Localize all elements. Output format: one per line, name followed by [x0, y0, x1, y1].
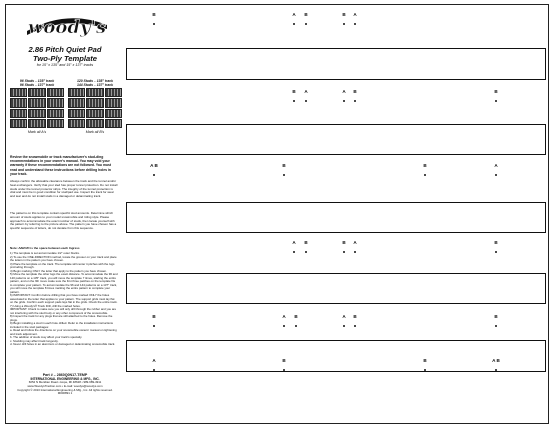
- instruction-step: 4) Begin marking ONLY the letter that apply to the pattern you have chosen.: [10, 268, 107, 273]
- stud-hole-mark: [305, 23, 307, 25]
- pattern-letter: B: [292, 89, 296, 94]
- stud-hole-mark: [153, 23, 155, 25]
- stud-hole-mark: [354, 23, 356, 25]
- steps-heading: Note: A/B/C/D is the space between each Ingress: [10, 246, 80, 250]
- pattern-letter: A: [353, 240, 357, 245]
- instruction-step: c. Studding may affect track longevity.: [10, 338, 59, 343]
- title-line-2: Two-Ply Template: [33, 54, 97, 63]
- track-rail: [126, 340, 546, 372]
- svg-text:woody's: woody's: [27, 17, 107, 38]
- instruction-step: 5) Move the template the other lugs the exact distance. To accommodate the 96 and 120 patterns on a 135" track, you will move the template 7 times, starting the entire pattern, and on the 9th move make sure the first three patches on the template fits to complete your pattern. To accommodate the 96 and 144 patterns on a 137" track, you will move the template 8 times marking the entire pattern to complete your pattern.: [10, 272, 118, 294]
- pattern-letter: B: [282, 358, 286, 363]
- stud-hole-mark: [424, 174, 426, 176]
- company-name: INTERNATIONAL ENGINEERING & MFG., INC.: [30, 377, 100, 382]
- stud-hole-mark: [305, 251, 307, 253]
- pattern-letter: B: [494, 240, 498, 245]
- pattern-letter: B: [152, 12, 156, 17]
- pattern-letter: A: [342, 314, 346, 319]
- track-rail: [126, 48, 546, 80]
- pattern-paragraph: The patterns on this template contain specific stud amounts. Determine which amount of studs applies to your model snowmobile and riding style. Please approach to accommodate the exact number of studs, then locate yourself with the pattern by referring to the picture above. The pattern you have chosen has a specific sequence of letters, do not deviate from this sequence.: [10, 211, 117, 231]
- pattern-letter: B: [342, 12, 346, 17]
- track-rail: [126, 273, 546, 304]
- stud-hole-mark: [495, 100, 497, 102]
- pattern-letter: B: [304, 240, 308, 245]
- pattern-letter: B: [353, 314, 357, 319]
- pattern-letter: B: [494, 314, 498, 319]
- stud-hole-mark: [354, 100, 356, 102]
- stud-hole-mark: [293, 23, 295, 25]
- warning-text: Review the snowmobile or track manufacturer's stud-ding recommendations in your owner's manual. You may void your warranty if these recommendations are not followed. You must read and understand these instructions before drilling holes in your track.: [10, 155, 112, 176]
- copyright: Copyright © 2013 International Engineering & Mfg., Inc. All rights reserved.: [17, 387, 113, 392]
- stud-hole-mark: [283, 325, 285, 327]
- instruction-step: 2) To use the ONE-DIRECTION method, locate the grouser on your track and place the letters in the pattern you have chosen.: [10, 254, 117, 262]
- pattern-letter: B: [342, 240, 346, 245]
- pattern-letter: B: [294, 314, 298, 319]
- company-address: 6054 N Meridian Road • Hope, MI 48628 • 989-689-4911: [28, 380, 102, 385]
- pattern-letter: A B: [150, 163, 158, 168]
- pattern-letter: B: [304, 12, 308, 17]
- pattern-letter: B: [152, 314, 156, 319]
- pattern-letter: A: [292, 12, 296, 17]
- pattern-letter: A: [282, 314, 286, 319]
- pattern-letter: B: [423, 358, 427, 363]
- stud-hole-mark: [495, 369, 497, 371]
- stud-hole-mark: [283, 174, 285, 176]
- pattern-letter: A: [494, 163, 498, 168]
- stud-label: 144 Studs – 137" track: [76, 83, 114, 87]
- stud-hole-mark: [354, 251, 356, 253]
- stud-hole-mark: [153, 325, 155, 327]
- stud-hole-mark: [495, 174, 497, 176]
- pattern-letter: B: [282, 163, 286, 168]
- stud-hole-mark: [343, 325, 345, 327]
- stud-label: 96 Studs – 137" track: [19, 83, 55, 87]
- pattern-letter: B: [423, 163, 427, 168]
- pattern-letter: A: [304, 89, 308, 94]
- stud-hole-mark: [293, 251, 295, 253]
- pattern-letter: A: [342, 89, 346, 94]
- stud-hole-mark: [305, 100, 307, 102]
- company-web: www.WoodysTraction.com • E-mail: woodys@woodys.com: [27, 384, 103, 388]
- title-line-1: 2.86 Pitch Quiet Pad: [28, 45, 102, 54]
- stud-hole-mark: [293, 100, 295, 102]
- stud-hole-mark: [283, 369, 285, 371]
- track-rail: [126, 124, 546, 155]
- pattern-letter: B: [494, 89, 498, 94]
- pattern-letter: A: [292, 240, 296, 245]
- stud-hole-mark: [295, 325, 297, 327]
- stud-hole-mark: [343, 23, 345, 25]
- pattern-letter: B: [353, 89, 357, 94]
- stud-hole-mark: [424, 369, 426, 371]
- instruction-step: 8) Inspect the track for any plugs that are still attached to the holes. Remove the plugs.: [10, 314, 113, 322]
- instruction-step: 7) Using a Woody's® Track Drill, drill the marked holes.: [10, 303, 81, 308]
- part-number: Part # – 2860Q0N17-TEMP: [42, 373, 88, 377]
- stud-hole-mark: [495, 251, 497, 253]
- track-template: [6, 5, 549, 423]
- stud-hole-mark: [495, 325, 497, 327]
- instruction-step: 1) The template is set accommodate 1/2" outer blocks.: [10, 251, 80, 255]
- pattern-letter: A B: [492, 358, 500, 363]
- instruction-step: 9) Begin installing a stud in each hole drilled. Refer to the installation instructions included in the stud packages:: [10, 321, 113, 329]
- stud-mark-label: Mark all B's: [85, 130, 105, 134]
- instruction-step: 3) Place the template on the track. The template will center it pitches with the lugs protruding through.: [10, 261, 115, 269]
- stud-mark-label: Mark all A's: [27, 130, 47, 134]
- clearance-paragraph: Always confirm the allowable clearance between the track and the tunnel and/or heat exchangers. Verify that your sled has proper tunnel protection. Do not install studs under the tunnel protector strips. The integrity of the tunnel protection is vital and must be in good condition for stud/pad use. Inspect the track for wear and tear and do not install studs in a damaged or delaminating track.: [10, 179, 118, 199]
- track-rail: [126, 202, 546, 233]
- stud-hole-mark: [354, 325, 356, 327]
- stud-hole-mark: [343, 100, 345, 102]
- stud-hole-mark: [153, 369, 155, 371]
- instruction-step: b. The addition of studs may affect your track's specialty.: [10, 335, 83, 339]
- title-line-3: for 15" x 135" and 15" x 137" tracks: [36, 63, 94, 67]
- stud-label: 96 Studs – 135" track: [19, 79, 55, 83]
- stud-hole-mark: [153, 174, 155, 176]
- instruction-step: d. Never drill holes in an aluminum or damaged or delaminating snowmobile track.: [10, 342, 116, 346]
- instruction-step: a. Read and follow the directions on your snowmobile owners' manual on tightening and track adjustment.: [10, 328, 117, 336]
- doc-code: M000891 1: [57, 391, 73, 396]
- pattern-letter: A: [353, 12, 357, 17]
- stud-label: 120 Studs – 135" track: [76, 79, 114, 83]
- instruction-step: 6) IMPORTANT: Confirm before drilling that you have marked ONLY the holes associated to the letter that applies to your pattern. The support grids must lay flat on the grids. Confirm each support pads lays flat in the grids. Check the entire track.: [10, 293, 118, 304]
- stud-hole-mark: [343, 251, 345, 253]
- pattern-letter: A: [152, 358, 156, 363]
- template-sheet: [5, 4, 549, 424]
- instruction-step: IMPORTANT: Check to make sure you will only drill through the rubber and you are not interfering with the stud body or any other component of the snowmobile.: [10, 307, 117, 315]
